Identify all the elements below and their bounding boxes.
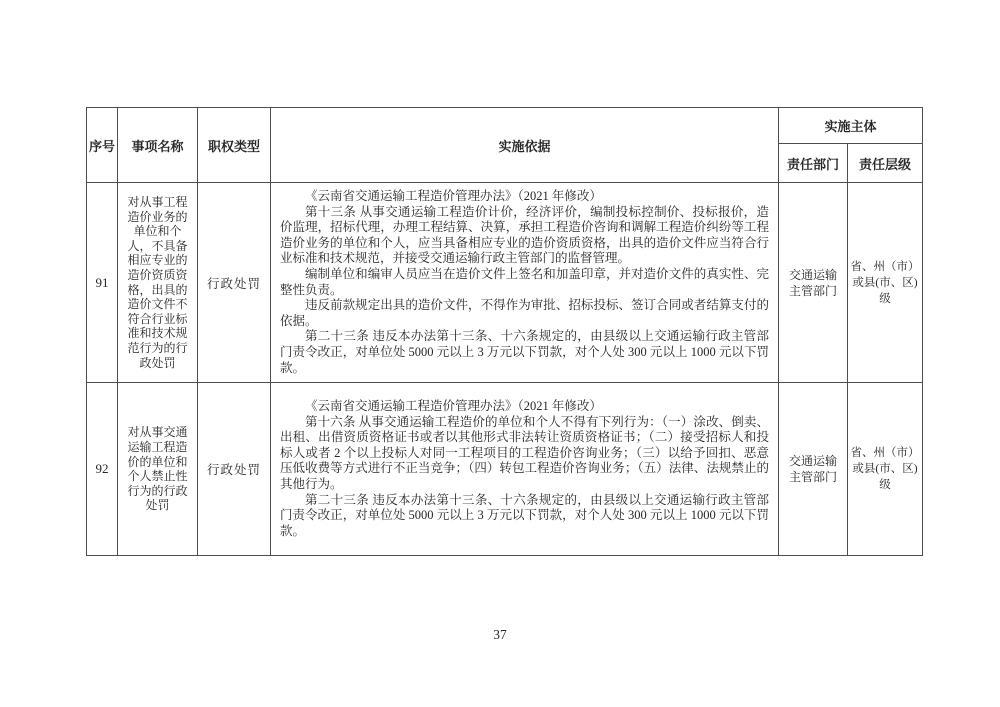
header-authority-type: 职权类型 — [198, 108, 271, 183]
basis-paragraph: 违反前款规定出具的造价文件，不得作为审批、招标投标、签订合同或者结算支付的依据。 — [280, 298, 769, 328]
seq-number: 91 — [87, 183, 118, 383]
authority-type: 行政处罚 — [198, 383, 271, 556]
basis-paragraph: 第十六条 从事交通运输工程造价的单位和个人不得有下列行为：（一）涂改、倒卖、出租、出借资质资格证书或者以其他形式非法转让资质资格证书；（二）接受招标人和投标人或者 2 个以上投标人对同一工程项目的工程造价咨询业务；（三）以给予回扣、恶意压低收费等方式进行不正当竞争；（四）转包工程造价咨询业务；（五）法律、法规禁止的其他行为。 — [280, 414, 769, 491]
basis-paragraph: 第二十三条 违反本办法第十三条、十六条规定的，由县级以上交通运输行政主管部门责令改正，对单位处 5000 元以上 3 万元以下罚款，对个人处 300 元以上 1000 元以下罚款。 — [280, 329, 769, 375]
implementation-basis — [271, 383, 779, 556]
basis-paragraph: 《云南省交通运输工程造价管理办法》（2021 年修改） — [305, 398, 602, 413]
item-name: 对从事交通运输工程造价的单位和个人禁止性行为的行政处罚 — [118, 383, 198, 556]
authority-items-table — [86, 107, 923, 556]
seq-number: 92 — [87, 383, 118, 556]
header-item-name: 事项名称 — [118, 108, 198, 183]
responsible-department: 交通运输主管部门 — [779, 383, 848, 556]
header-seq: 序号 — [87, 108, 118, 183]
basis-paragraph: 《云南省交通运输工程造价管理办法》（2021 年修改） — [305, 189, 602, 203]
basis-paragraph: 编制单位和编审人员应当在造价文件上签名和加盖印章，并对造价文件的真实性、完整性负责。 — [280, 266, 769, 297]
header-implementation-basis: 实施依据 — [271, 108, 779, 183]
implementation-basis — [271, 183, 779, 383]
header-responsible-department: 责任部门 — [779, 144, 848, 183]
basis-paragraph: 第十三条 从事交通运输工程造价计价，经济评价，编制投标控制价、投标报价，造价监理，招标代理，办理工程结算、决算，承担工程造价咨询和调解工程造价纠纷等工程造价业务的单位和个人，应当具备相应专业的造价资质资格，出具的造价文件应当符合行业标准和技术规范，并接受交通运输行政主管部门的监督管理。 — [280, 204, 769, 266]
table-row-91 — [87, 183, 923, 383]
page-number: 37 — [493, 627, 507, 642]
responsibility-level: 省、州（市）或县(市、区)级 — [848, 183, 923, 383]
header-implementation-subject: 实施主体 — [779, 108, 923, 144]
authority-type: 行政处罚 — [198, 183, 271, 383]
header-row-top — [87, 108, 923, 144]
basis-paragraph: 第二十三条 违反本办法第十三条、十六条规定的，由县级以上交通运输行政主管部门责令改正，对单位处 5000 元以上 3 万元以下罚款，对个人处 300 元以上 1000 元以下罚款。 — [280, 492, 769, 538]
item-name: 对从事工程造价业务的单位和个人，不具备相应专业的造价资质资格，出具的造价文件不符合行业标准和技术规范行为的行政处罚 — [118, 183, 198, 383]
responsibility-level: 省、州（市）或县(市、区)级 — [848, 383, 923, 556]
header-responsibility-level: 责任层级 — [848, 144, 923, 183]
responsible-department: 交通运输主管部门 — [779, 183, 848, 383]
table-row-92 — [87, 383, 923, 556]
